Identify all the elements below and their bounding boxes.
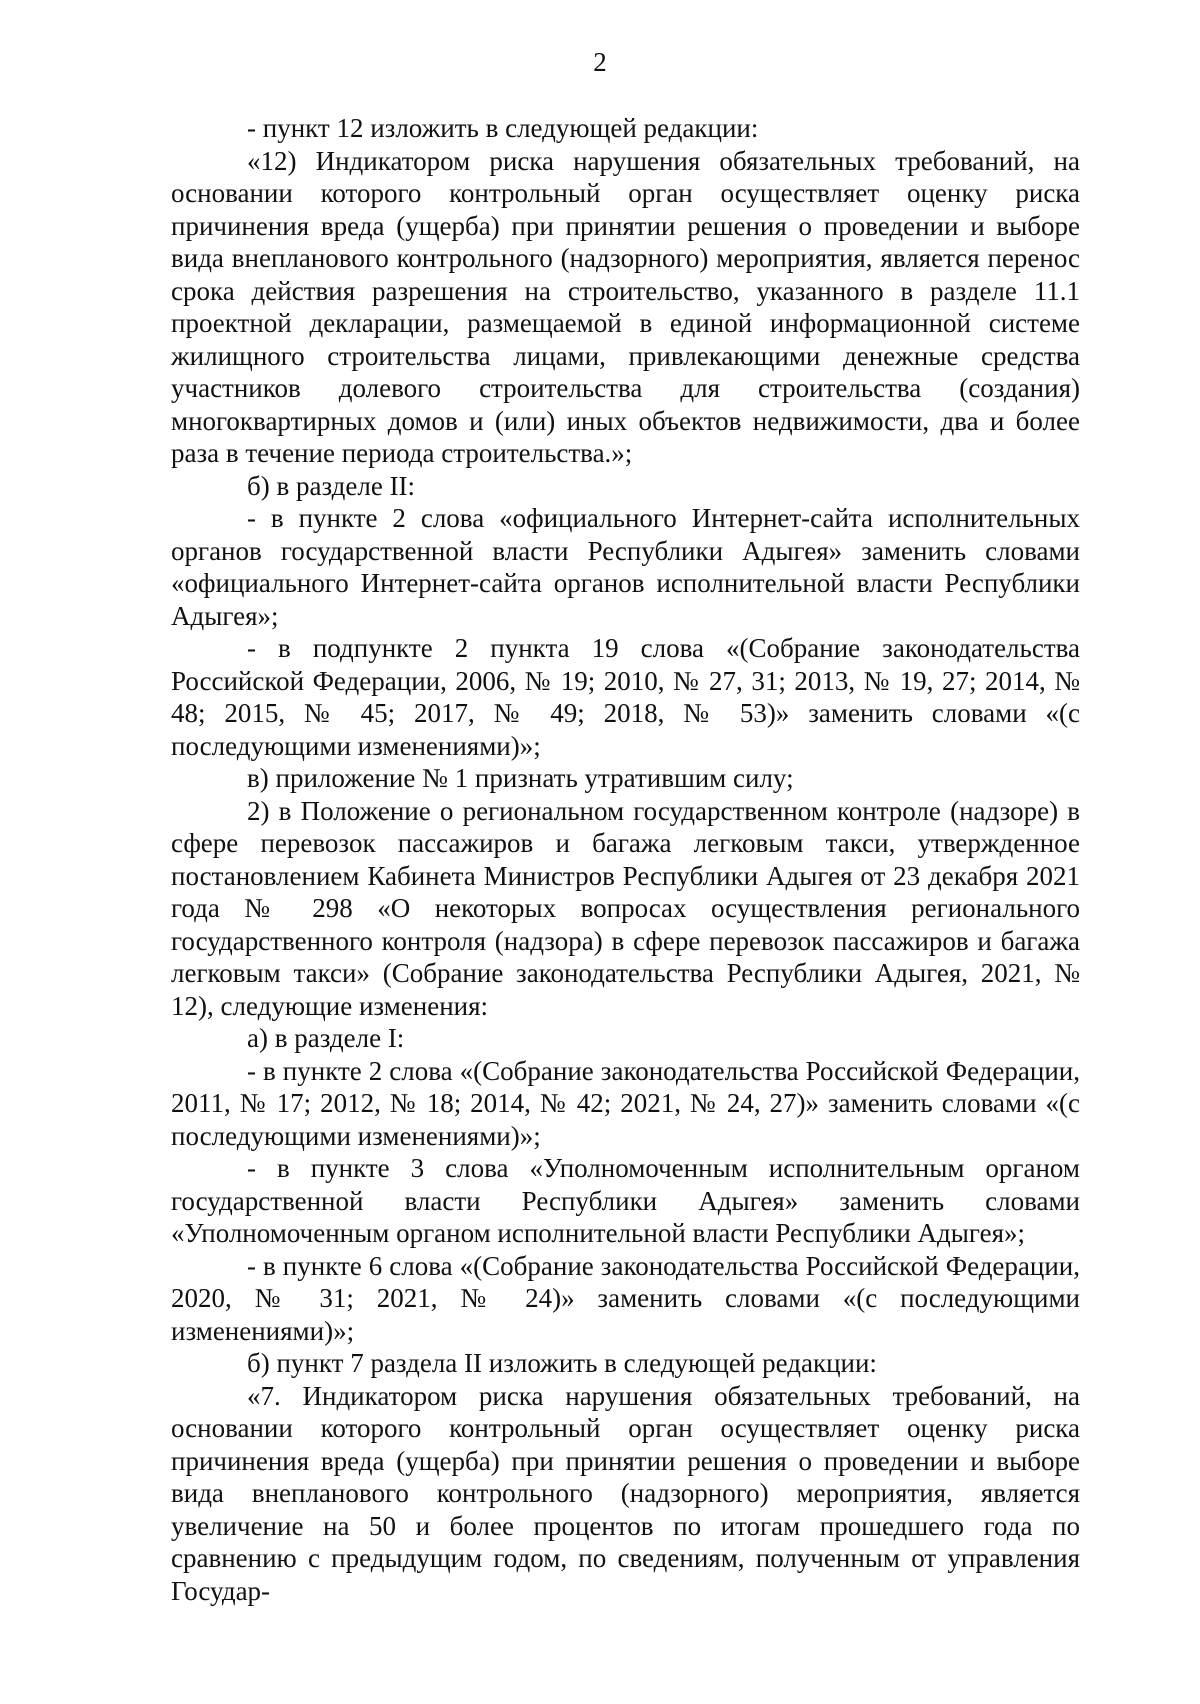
page-number: 2 xyxy=(593,47,607,77)
paragraph-section-1-point-3: - в пункте 3 слова «Уполномоченным исполнительным органом государственной власти Республики Адыгея» заменить словами «Уполномоченным органом исполнительной власти Республики Адыгея»; xyxy=(171,1153,1080,1248)
paragraph-section-1-heading: а) в разделе I: xyxy=(247,1023,405,1053)
paragraph-taxi-regulation: 2) в Положение о региональном государственном контроле (надзоре) в сфере перевозок пассажиров и багажа легковым такси, утвержденное постановлением Кабинета Министров Республики Адыгея от 23 декабря 2021 года № 298 «О некоторых вопросах осуществления регионального государственного контроля (надзора) в сфере перевозок пассажиров и багажа легковым такси» (Собрание законодательства Республики Адыгея, 2021, № 12), следующие изменения: xyxy=(171,795,1080,1021)
paragraph-point-19-change: - в подпункте 2 пункта 19 слова «(Собрание законодательства Российской Федерации, 2006, № 19; 2010, № 27, 31; 2013, № 19, 27; 2014, № 48; 2015, № 45; 2017, № 49; 2018, № 53)» заменить словами «(с последующими изменениями)»; xyxy=(171,633,1080,761)
paragraph-point-2-change: - в пункте 2 слова «официального Интернет-сайта исполнительных органов государственной власти Республики Адыгея» заменить словами «официального Интернет-сайта органов исполнительной власти Республики Адыгея»; xyxy=(171,503,1080,631)
paragraph-appendix-1-repeal: в) приложение № 1 признать утратившим силу; xyxy=(247,763,794,793)
paragraph-point-7-text: «7. Индикатором риска нарушения обязательных требований, на основании которого контрольный орган осуществляет оценку риска причинения вреда (ущерба) при принятии решения о проведении и выборе вида внепланового контрольного (надзорного) мероприятия, является увеличение на 50 и более процентов по итогам прошедшего года по сравнению с предыдущим годом, по сведениям, полученным от управления Государ- xyxy=(171,1380,1080,1606)
paragraph-clause-12-text: «12) Индикатором риска нарушения обязательных требований, на основании которого контрольный орган осуществляет оценку риска причинения вреда (ущерба) при принятии решения о проведении и выборе вида внепланового контрольного (надзорного) мероприятия, является перенос срока действия разрешения на строительство, указанного в разделе 11.1 проектной декларации, размещаемой в единой информационной системе жилищного строительства лицами, привлекающими денежные средства участников долевого строительства для строительства (создания) многоквартирных домов и (или) иных объектов недвижимости, два и более раза в течение периода строительства.»; xyxy=(171,145,1080,468)
paragraph-section-1-point-6: - в пункте 6 слова «(Собрание законодательства Российской Федерации, 2020, № 31; 2021, № 24)» заменить словами «(с последующими изменениями)»; xyxy=(171,1250,1080,1346)
paragraph-point-7-intro: б) пункт 7 раздела II изложить в следующей редакции: xyxy=(247,1348,877,1378)
paragraph-clause-12-intro: - пункт 12 изложить в следующей редакции: xyxy=(247,113,759,143)
paragraph-section-1-point-2: - в пункте 2 слова «(Собрание законодательства Российской Федерации, 2011, № 17; 2012, № 18; 2014, № 42; 2021, № 24, 27)» заменить словами «(с последующими изменениями)»; xyxy=(171,1055,1080,1151)
document-body xyxy=(171,112,1080,1607)
paragraph-section-2-heading: б) в разделе II: xyxy=(247,470,416,501)
